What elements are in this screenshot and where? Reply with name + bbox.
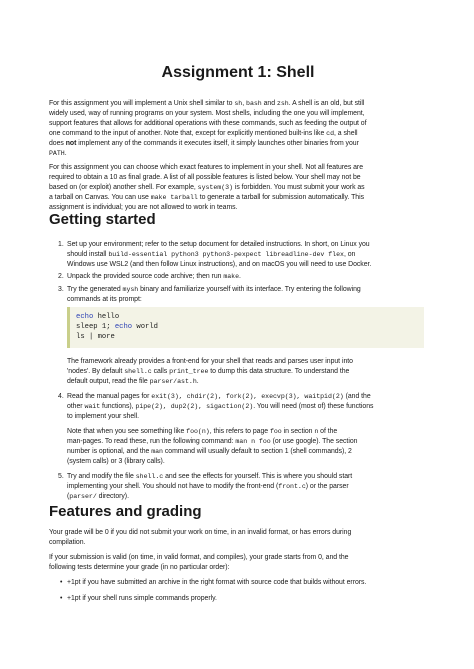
code-line-3: ls | more [76,333,115,341]
item5-line-1: Try and modify the file shell.c and see the effects for yourself. This is where you should start [67,473,353,480]
bullet-glyph: • [60,595,63,602]
para2-line-2: required to obtain a 10 as final grade. A list of all possible features is listed below. Your shell may not be [49,174,361,181]
intro-line-2: widely used, way of running programs on your system. Most shells, including the one you will implement, [49,110,365,117]
item5-line-2: implementing your shell. You should not have to modify the front-end (front.c) or the parser [67,483,349,490]
item4-line-3: to implement your shell. [67,413,140,420]
para2-line-5: assignment is individual; you are not allowed to work in teams. [49,204,238,211]
item4-note-line-1: Note that when you see something like foo(n), this refers to page foo in section n of the [67,428,338,435]
code-line-1: echo hello [76,313,120,321]
list-number: 4. [58,393,64,400]
features-para2-line-1: If your submission is valid (on time, in valid format, and compiles), your grade starts from 0, and the [49,554,349,561]
intro-line-6: PATH. [49,150,67,157]
item4-note-line-3: number is optional, and the man command will usually default to section 1 (shell commands), 2 [67,448,352,455]
item4-line-1: Read the manual pages for exit(3), chdir(2), fork(2), execvp(3), waitpid(2) (and the [67,393,371,400]
item4-note-line-2: man-pages. To read these, run the following command: man n foo (or use google). The section [67,438,358,445]
features-para2-line-2: following tests determine your grade (in no particular order): [49,564,230,571]
item3-para-line-2: 'nodes'. By default shell.c calls print_tree to dump this data structure. To understand the [67,368,350,375]
bullet-glyph: • [60,579,63,586]
list-number: 5. [58,473,64,480]
code-block [67,307,424,348]
intro-line-3: support features that allows for additional operations with these commands, such as feeding the output of [49,120,367,127]
item4-note-line-4: (system calls) or 3 (library calls). [67,458,165,465]
item3-line-1: Try the generated mysh binary and familiarize yourself with its interface. Try entering the following [67,286,361,293]
list-item: +1pt if your shell runs simple commands properly. [67,595,217,602]
para2-line-4: a tarball on Canvas. You can use make tarball to generate a tarball for submission automatically. This [49,194,364,201]
item3-para-line-3: default output, read the file parser/ast.h. [67,378,199,385]
item1-line-1: Set up your environment; refer to the setup document for detailed instructions. In short, on Linux you [67,241,370,248]
item1-line-3: Windows use WSL2 (and then follow Linux instructions), and on macOS you will need to use Docker. [67,261,372,268]
intro-line-4: one command to the input of another. Note that, except for explicitly mentioned built-ins like cd, a shell [49,130,358,137]
page-title: Assignment 1: Shell [161,64,315,81]
list-item: +1pt if you have submitted an archive in the right format with source code that builds without errors. [67,579,367,586]
item2-line-1: Unpack the provided source code archive; then run make. [67,273,241,280]
list-number: 1. [58,241,64,248]
para2-line-1: For this assignment you can choose which exact features to implement in your shell. Not all features are [49,164,364,171]
item1-line-2: should install build-essential python3 python3-pexpect libreadline-dev flex, on [67,251,356,258]
item3-para-line-1: The framework already provides a front-end for your shell that reads and parses user input into [67,358,353,365]
intro-line-1: For this assignment you will implement a Unix shell similar to sh, bash and zsh. A shell is an old, but still [49,100,365,107]
section-heading-getting-started: Getting started [49,211,156,228]
features-para1-line-1: Your grade will be 0 if you did not submit your work on time, in an invalid format, or has errors during [49,529,352,536]
features-para1-line-2: compilation. [49,539,86,546]
para2-line-3: based on (or exploit) another shell. For example, system(3) is forbidden. You must submit your work as [49,184,365,191]
list-number: 3. [58,286,64,293]
item3-line-2: commands at its prompt: [67,296,142,303]
item5-line-3: (parser/ directory). [67,493,129,500]
section-heading-features: Features and grading [49,503,202,520]
code-line-2: sleep 1; echo world [76,323,158,331]
item4-line-2: other wait functions), pipe(2), dup2(2), sigaction(2). You will need (most of) these functions [67,403,374,410]
intro-line-5: does not implement any of the commands it executes itself, it simply launches other binaries from your [49,140,359,147]
list-number: 2. [58,273,64,280]
